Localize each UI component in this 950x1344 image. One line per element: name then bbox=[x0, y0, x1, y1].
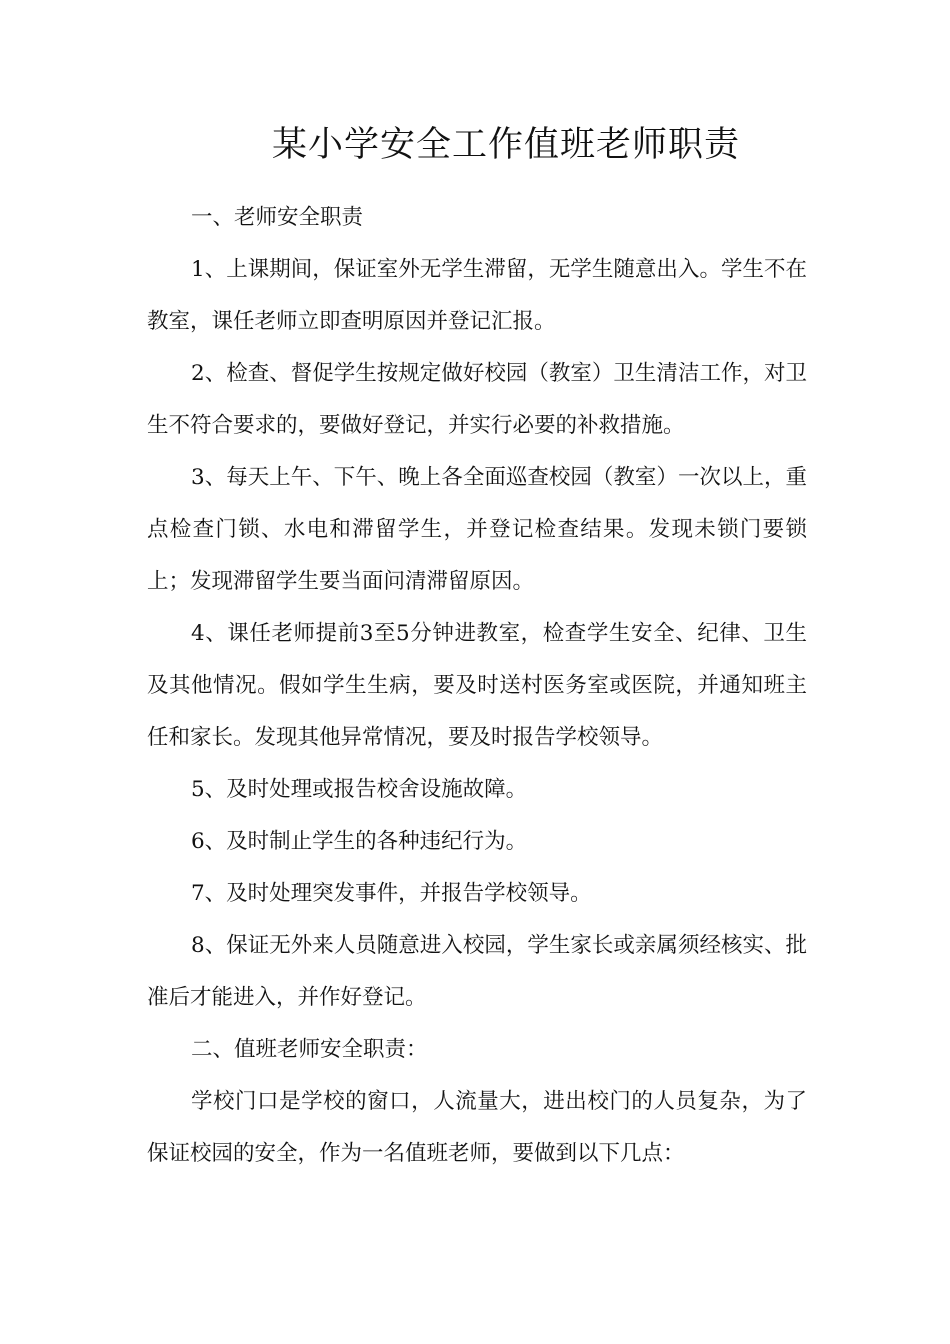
section-heading-teacher-duties: 一、老师安全职责 bbox=[191, 205, 364, 230]
paragraph-item-5: 5、及时处理或报告校舍设施故障。 bbox=[191, 777, 528, 802]
paragraph-item-6: 6、及时制止学生的各种违纪行为。 bbox=[191, 829, 528, 854]
document-body bbox=[147, 192, 807, 1180]
paragraph-item-7: 7、及时处理突发事件，并报告学校领导。 bbox=[191, 881, 592, 906]
document-title: 某小学安全工作值班老师职责 bbox=[271, 125, 740, 165]
paragraph-item-1: 1、上课期间，保证室外无学生滞留，无学生随意出入。学生不在教室，课任老师立即查明原因并登记汇报。 bbox=[147, 257, 807, 334]
paragraph-item-3: 3、每天上午、下午、晚上各全面巡查校园（教室）一次以上，重点检查门锁、水电和滞留学生，并登记检查结果。发现未锁门要锁上；发现滞留学生要当面问清滞留原因。 bbox=[147, 465, 807, 594]
paragraph-item-4: 4、课任老师提前3至5分钟进教室，检查学生安全、纪律、卫生及其他情况。假如学生生病，要及时送村医务室或医院，并通知班主任和家长。发现其他异常情况，要及时报告学校领导。 bbox=[147, 621, 807, 750]
paragraph-item-8: 8、保证无外来人员随意进入校园，学生家长或亲属须经核实、批准后才能进入，并作好登记。 bbox=[147, 933, 807, 1010]
paragraph-item-2: 2、检查、督促学生按规定做好校园（教室）卫生清洁工作，对卫生不符合要求的，要做好登记，并实行必要的补救措施。 bbox=[147, 361, 807, 438]
section-heading-duty-teacher: 二、值班老师安全职责： bbox=[191, 1037, 428, 1062]
paragraph-gate-intro: 学校门口是学校的窗口，人流量大，进出校门的人员复杂，为了保证校园的安全，作为一名值班老师，要做到以下几点： bbox=[147, 1089, 807, 1166]
